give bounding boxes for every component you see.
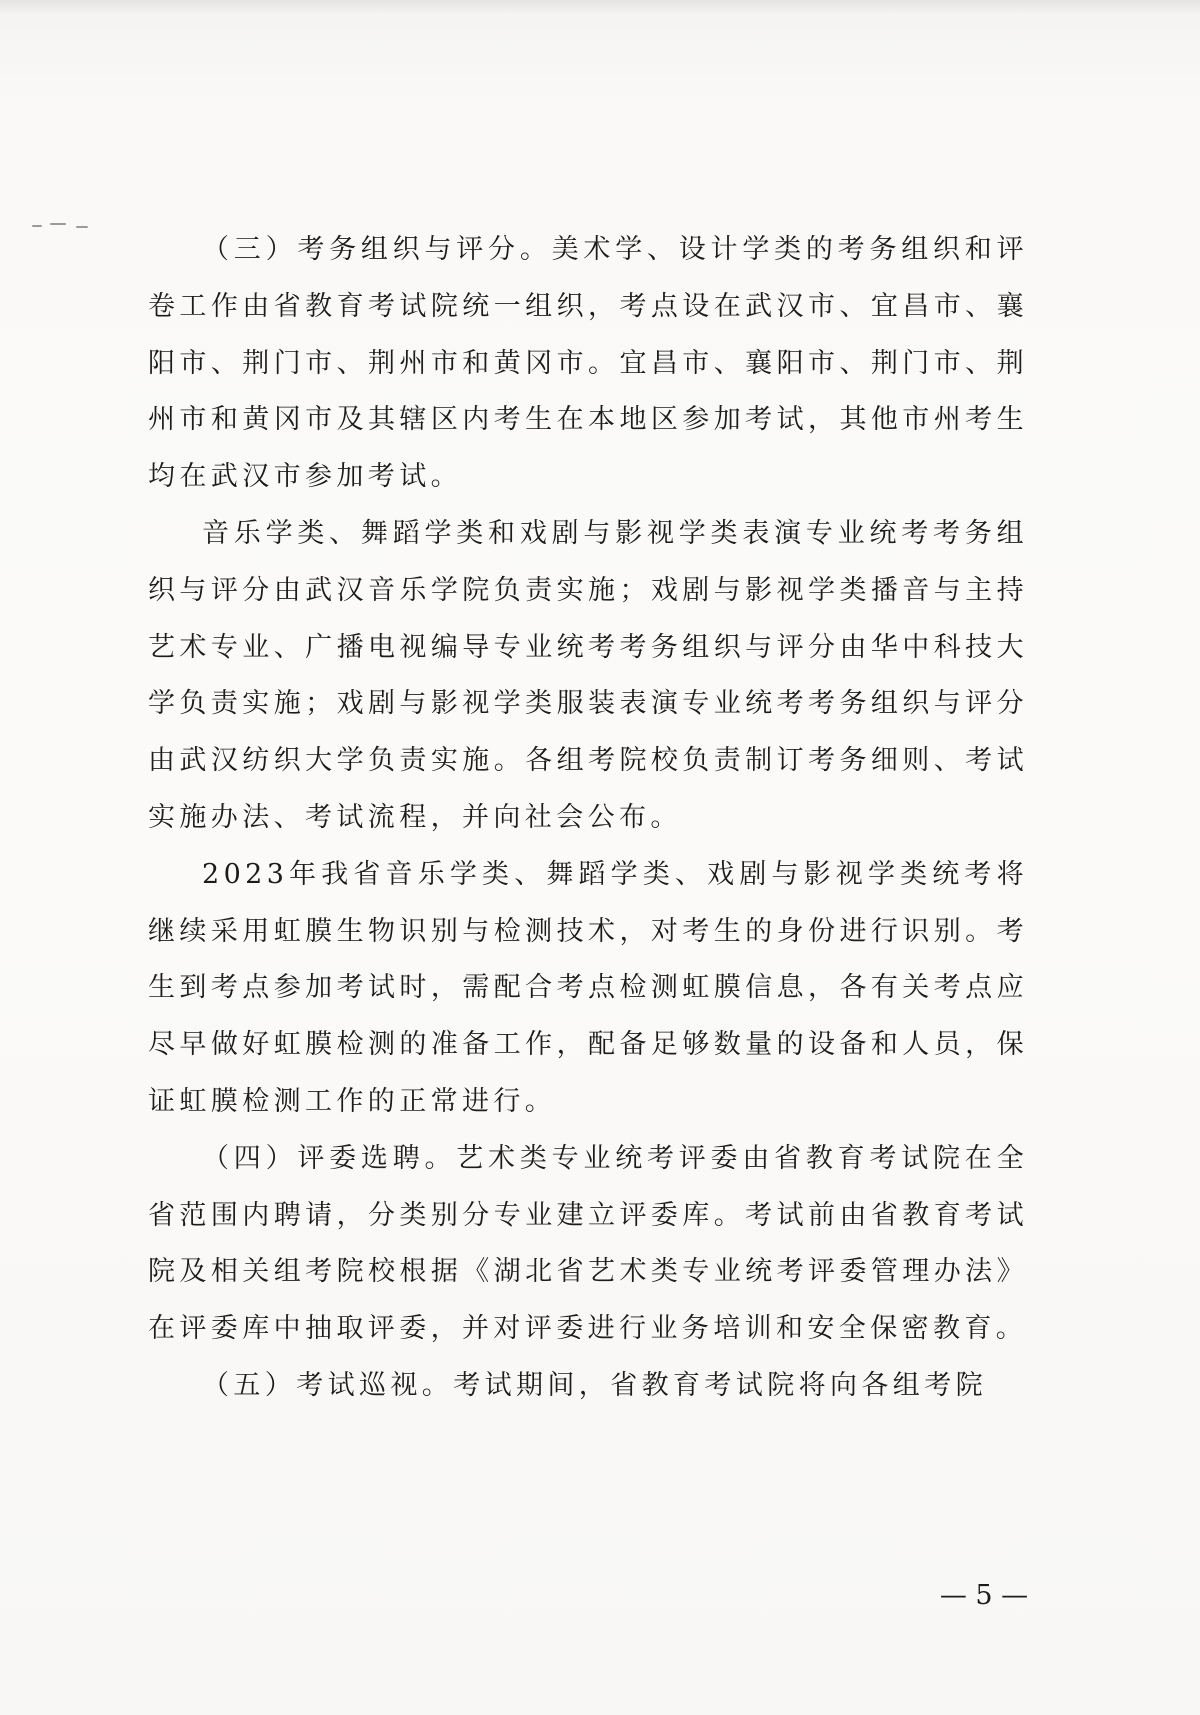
paragraph-judge-selection: （四）评委选聘。艺术类专业统考评委由省教育考试院在全省范围内聘请，分类别分专业建立评委库。考试前由省教育考试院及相关组考院校根据《湖北省艺术类专业统考评委管理办法》在评委库中抽取评委，并对评委进行业务培训和安全保密教育。 xyxy=(148,1142,1028,1345)
paragraph-iris-recognition: 2023年我省音乐学类、舞蹈学类、戏剧与影视学类统考将继续采用虹膜生物识别与检测技术，对考生的身份进行识别。考生到考点参加考试时，需配合考点检测虹膜信息，各有关考点应尽早做好虹膜检测的准备工作，配备足够数量的设备和人员，保证虹膜检测工作的正常进行。 xyxy=(148,858,1028,1117)
scan-mark xyxy=(32,222,90,228)
document-body xyxy=(148,222,1028,1415)
paragraph-exam-organization: （三）考务组织与评分。美术学、设计学类的考务组织和评卷工作由省教育考试院统一组织，考点设在武汉市、宜昌市、襄阳市、荆门市、荆州市和黄冈市。宜昌市、襄阳市、荆门市、荆州市和黄冈市及其辖区内考生在本地区参加考试，其他市州考生均在武汉市参加考试。 xyxy=(148,234,1028,493)
paragraph-exam-inspection: （五）考试巡视。考试期间，省教育考试院将向各组考院 xyxy=(202,1369,987,1401)
paragraph-music-dance-drama: 音乐学类、舞蹈学类和戏剧与影视学类表演专业统考考务组织与评分由武汉音乐学院负责实施；戏剧与影视学类播音与主持艺术专业、广播电视编导专业统考考务组织与评分由华中科技大学负责实施；戏剧与影视学类服装表演专业统考考务组织与评分由武汉纺织大学负责实施。各组考院校负责制订考务细则、考试实施办法、考试流程，并向社会公布。 xyxy=(148,517,1028,833)
page-number: — 5 — xyxy=(939,1580,1029,1611)
scan-edge-shadow xyxy=(0,0,1200,14)
